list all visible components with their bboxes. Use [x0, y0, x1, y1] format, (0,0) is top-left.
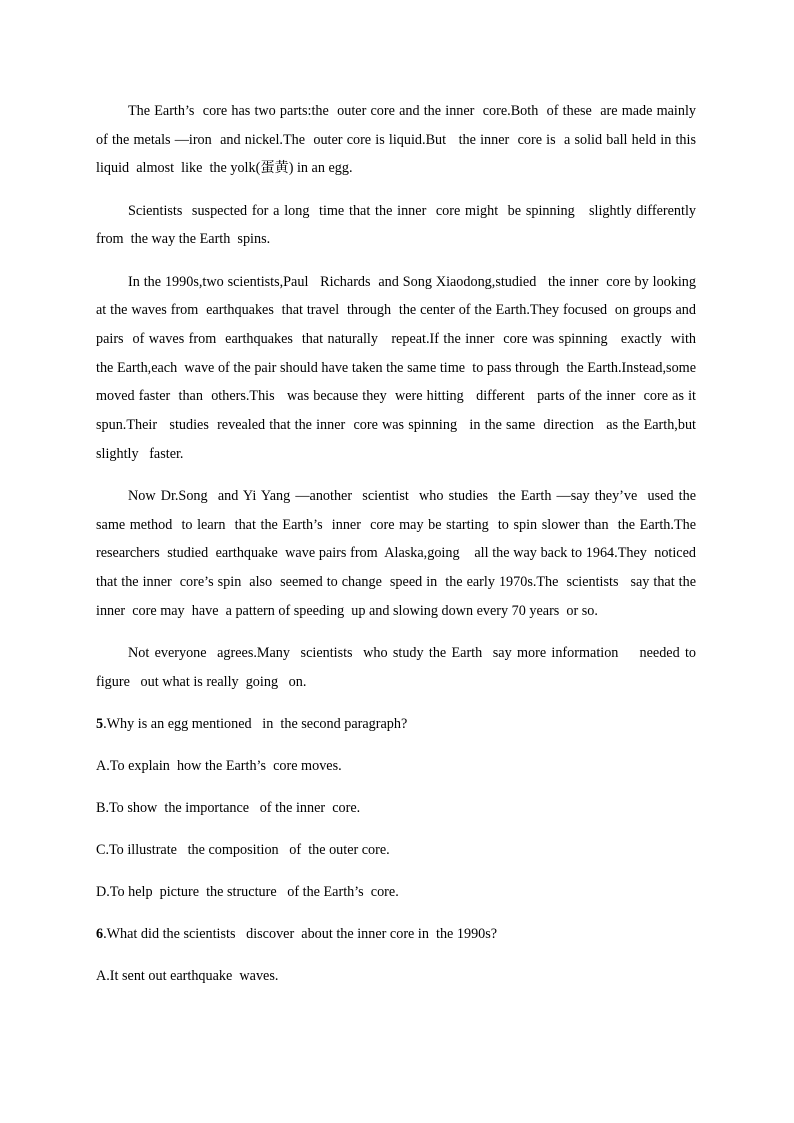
- question-text: .Why is an egg mentioned in the second paragraph?: [103, 715, 408, 732]
- question-5-option-b: B.To show the importance of the inner core.: [96, 799, 361, 816]
- question-text: .What did the scientists discover about the inner core in the 1990s?: [103, 925, 498, 942]
- passage-paragraph-5: Not everyone agrees.Many scientists who study the Earth say more information needed to figure out what is really going on.: [96, 644, 700, 690]
- document-page: [96, 97, 711, 1004]
- question-5-option-a: A.To explain how the Earth’s core moves.: [96, 757, 342, 774]
- question-6-option-a: A.It sent out earthquake waves.: [96, 967, 279, 984]
- passage-paragraph-4: Now Dr.Song and Yi Yang —another scientist who studies the Earth —say they’ve used the same method to learn that the Earth’s inner core may be starting to spin slower than the Earth.The researchers studied earthquake wave pairs from Alaska,going all the way back to 1964.They noticed that the inner core’s spin also seemed to change speed in the early 1970s.The scientists say that the inner core may have a pattern of speeding up and slowing down every 70 years or so.: [96, 487, 707, 619]
- question-5-option-d: D.To help picture the structure of the Earth’s core.: [96, 883, 399, 900]
- passage-paragraph-2: Scientists suspected for a long time that the inner core might be spinning slightly differently from the way the Earth spins.: [96, 202, 707, 248]
- question-5: [96, 710, 696, 739]
- question-number: 5: [96, 715, 104, 732]
- question-number: 6: [96, 925, 104, 942]
- question-6: [96, 920, 696, 949]
- passage-paragraph-3: In the 1990s,two scientists,Paul Richards and Song Xiaodong,studied the inner core by looking at the waves from earthquakes that travel through the center of the Earth.They focused on groups and pairs of waves from earthquakes that naturally repeat.If the inner core was spinning exactly with the Earth,each wave of the pair should have taken the same time to pass through the Earth.Instead,some moved faster than others.This was because they were hitting different parts of the inner core as it spun.Their studies revealed that the inner core was spinning in the same direction as the Earth,but slightly faster.: [96, 273, 711, 462]
- passage-paragraph-1: The Earth’s core has two parts:the outer core and the inner core.Both of these are made mainly of the metals —iron and nickel.The outer core is liquid.But the inner core is a solid ball held in this liquid almost like the yolk(蛋黄) in an egg.: [96, 103, 704, 177]
- question-5-option-c: C.To illustrate the composition of the outer core.: [96, 841, 390, 858]
